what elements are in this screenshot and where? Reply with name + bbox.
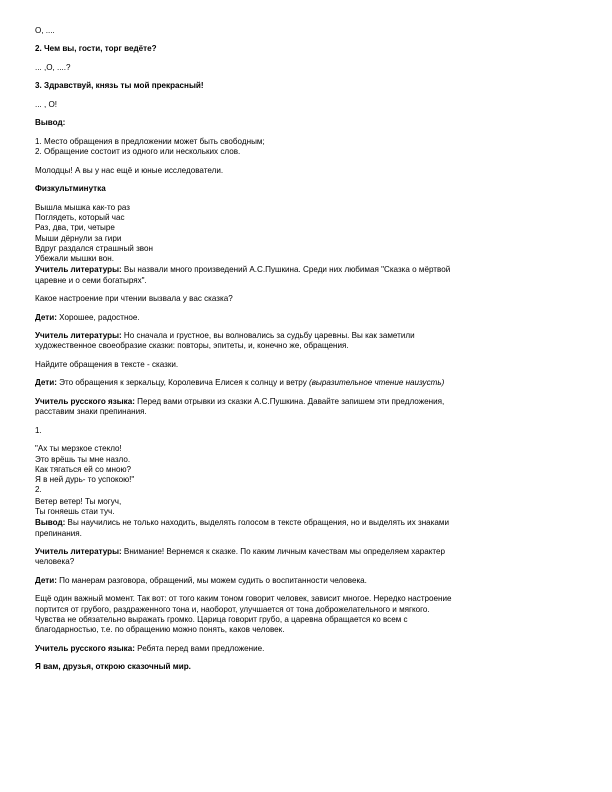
line-text: Убежали мышки вон. [35,254,114,264]
line-text: Ветер ветер! Ты могуч, [35,496,122,506]
line-text: Вышла мышка как-то раз [35,202,130,212]
text-line [35,137,580,147]
text-line [35,507,580,517]
text-line [35,662,580,672]
line-text: Молодцы! А вы у нас ещё и юные исследователи. [35,165,224,175]
text-line [35,341,580,351]
line-text: Раз, два, три, четыре [35,223,115,233]
text-line [35,213,580,223]
line-text: царевне и о семи богатырях". [35,275,147,285]
line-text: Найдите обращения в тексте - сказки. [35,359,179,369]
speaker-label: Дети: [35,378,57,388]
line-text: "Ах ты мерзкое стекло! [35,444,122,454]
paragraph [35,397,580,418]
paragraph [35,313,580,323]
text-line [35,465,580,475]
line-text: Но сначала и грустное, вы волновались за судьбу царевны. Вы как заметили [121,331,415,341]
line-text: 2. Обращение состоит из одного или нескольких слов. [35,147,241,157]
bold-label: Я вам, друзья, открою сказочный мир. [35,662,191,672]
text-line [35,294,580,304]
line-text: портится от грубого, раздраженного тона и, наоборот, улучшается от тона доброжелательного и мягкого. [35,604,430,614]
speaker-label: Учитель литературы: [35,265,122,275]
text-line [35,605,580,615]
line-text: Поглядеть, который час [35,212,125,222]
line-text: 1. Место обращения в предложении может быть свободным; [35,136,265,146]
line-text: ... ,О, ....? [35,62,71,72]
line-text: Вы научились не только находить, выделять голосом в тексте обращения, но и выделять их знаками [65,518,449,528]
text-line [35,455,580,465]
line-text: Как тягаться ей со мною? [35,464,132,474]
text-line [35,518,580,528]
document-body [35,26,580,681]
text-line [35,234,580,244]
line-text: Я в ней дурь- то успокою!" [35,475,135,485]
line-text: Хорошее, радостное. [56,312,140,322]
text-line [35,576,580,586]
paragraph [35,378,580,388]
line-text: Чувства не обязательно выражать громко. Царица говорит грубо, а царевна обращается ко всем с [35,614,408,624]
bold-label: Вывод: [35,118,66,128]
paragraph [35,662,580,672]
text-line [35,184,580,194]
speaker-label: Учитель русского языка: [35,396,135,406]
text-line [35,265,580,275]
speaker-label: Дети: [35,575,57,585]
text-line [35,485,580,495]
text-line [35,615,580,625]
speaker-label: Учитель литературы: [35,547,122,557]
paragraph [35,497,580,518]
line-text: По манерам разговора, обращений, мы можем судить о воспитанности человека. [56,575,367,585]
line-text: Перед вами отрывки из сказки А.С.Пушкина. Давайте запишем эти предложения, [134,396,445,406]
text-line [35,276,580,286]
line-text: художественное своеобразие сказки: повторы, эпитеты, и, конечно же, обращения. [35,341,349,351]
paragraph [35,547,580,568]
paragraph [35,137,580,158]
text-line [35,426,580,436]
paragraph [35,26,580,36]
speaker-label: Учитель русского языка: [35,643,135,653]
text-line [35,407,580,417]
paragraph [35,518,580,539]
paragraph [35,644,580,654]
line-text: Вдруг раздался страшный звон [35,243,153,253]
text-line [35,313,580,323]
line-text: ... , О! [35,99,58,109]
text-line [35,360,580,370]
text-line [35,378,580,388]
text-line [35,254,580,264]
text-line [35,557,580,567]
paragraph [35,166,580,176]
line-text: О, .... [35,26,55,35]
line-text: Какое настроение при чтении вызвала у вас сказка? [35,294,233,304]
paragraph [35,44,580,54]
text-line [35,331,580,341]
text-line [35,118,580,128]
line-text: благодарностью, т.е. по обращению можно понять, каков человек. [35,625,285,635]
line-text: человека? [35,557,75,567]
text-line [35,497,580,507]
line-text: 1. [35,425,42,435]
paragraph [35,426,580,436]
paragraph [35,594,580,635]
line-text: 2. [35,485,42,495]
line-text: Вы назвали много произведений А.С.Пушкина. Среди них любимая "Сказка о мёртвой [121,265,451,275]
line-text: препинания. [35,528,82,538]
line-text: Это врёшь ты мне назло. [35,454,131,464]
speaker-label: Учитель литературы: [35,331,122,341]
line-text: Ещё один важный момент. Так вот: от того каким тоном говорит человек, зависит многое. Нередко настроение [35,594,452,604]
text-line [35,203,580,213]
line-text: Это обращения к зеркальцу, Королевича Елисея к солнцу и ветру [56,378,309,388]
text-line [35,444,580,454]
paragraph [35,100,580,110]
text-line [35,63,580,73]
line-text: Внимание! Вернемся к сказке. По каким личным качествам мы определяем характер [121,547,445,557]
text-line [35,594,580,604]
text-line [35,547,580,557]
line-text: Мыши дёрнули за гири [35,233,122,243]
text-line [35,644,580,654]
paragraph [35,360,580,370]
line-text: Ты гоняешь стаи туч. [35,506,115,516]
paragraph [35,576,580,586]
line-text: Ребята перед вами предложение. [134,643,265,653]
text-line [35,166,580,176]
paragraph [35,444,580,495]
italic-note: (выразительное чтение наизусть) [309,378,445,388]
text-line [35,475,580,485]
paragraph [35,118,580,128]
paragraph [35,184,580,194]
text-line [35,397,580,407]
text-line [35,529,580,539]
text-line [35,44,580,54]
line-text: расставим знаки препинания. [35,407,147,417]
text-line [35,81,580,91]
text-line [35,223,580,233]
text-line [35,244,580,254]
paragraph [35,203,580,265]
text-line [35,625,580,635]
speaker-label: Вывод: [35,518,66,528]
paragraph [35,81,580,91]
paragraph [35,265,580,286]
text-line [35,100,580,110]
bold-label: 3. Здравствуй, князь ты мой прекрасный! [35,81,204,91]
paragraph [35,294,580,304]
paragraph [35,63,580,73]
paragraph [35,331,580,352]
text-line [35,147,580,157]
bold-label: Физкультминутка [35,184,106,194]
speaker-label: Дети: [35,312,57,322]
text-line [35,26,580,36]
bold-label: 2. Чем вы, гости, торг ведёте? [35,44,157,54]
